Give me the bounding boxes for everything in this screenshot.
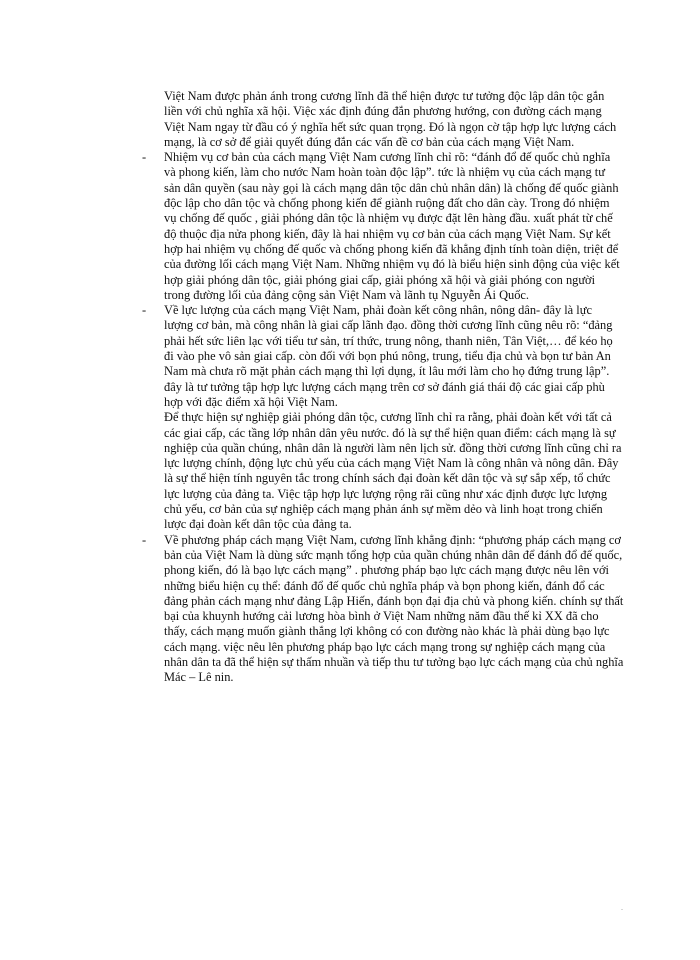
bullet-item-forces: [142, 303, 624, 532]
bullet-text-methods: Về phương pháp cách mạng Việt Nam, cương lĩnh khẳng định: “phương pháp cách mạng cơ bản của Việt Nam là dùng sức mạnh tổng hợp của quần chúng nhân dân để đánh đổ đế quốc, phong kiến, đó là bạo lực cách mạng” . phương pháp bạo lực cách mạng được nêu lên với những biểu hiện cụ thể: đánh đổ đế quốc chủ nghĩa pháp và bọn phong kiến, đánh đổ các đảng phản cách mạng như đảng Lập Hiến, đánh bọn đại địa chủ và phong kiến. chính sự thất bại của khuynh hướng cải lương hòa bình ở Việt Nam những năm đầu thế kỉ XX đã cho thấy, cách mạng muốn giành thắng lợi không có con đường nào khác là phải dùng bạo lực cách mạng. việc nêu lên phương pháp bạo lực cách mạng trong sự nghiệp cách mạng của nhân dân ta đã thể hiện sự thấm nhuần và tiếp thu tư tưởng bạo lực cách mạng của chủ nghĩa Mác – Lê nin.: [164, 532, 624, 685]
bullet-text-tasks: Nhiệm vụ cơ bản của cách mạng Việt Nam cương lĩnh chỉ rõ: “đánh đổ đế quốc chủ nghĩa và phong kiến, làm cho nước Nam hoàn toàn độc lập”. tức là nhiệm vụ của cách mạng tư sản dân quyền (sau này gọi là cách mạng dân tộc dân chủ nhân dân) là chống đế quốc giành độc lập cho dân tộc và chống phong kiến để giành ruộng đất cho dân cày. Trong đó nhiệm vụ chống đế quốc , giải phóng dân tộc là nhiệm vụ được đặt lên hàng đầu. xuất phát từ chế độ thuộc địa nửa phong kiến, đây là hai nhiệm vụ cơ bản của cách mạng Việt Nam. Sự kết hợp hai nhiệm vụ chống đế quốc và chống phong kiến đã khẳng định tính toàn diện, triệt để của đường lối cách mạng Việt Nam. Những nhiệm vụ đó là biểu hiện sinh động của việc kết hợp giải phóng dân tộc, giải phóng giai cấp, giải phóng xã hội và giải phóng con người trong đường lối của đảng cộng sản Việt Nam và lãnh tụ Nguyễn Ái Quốc.: [164, 150, 620, 302]
page-mark: .: [621, 903, 623, 912]
document-body: [142, 89, 624, 686]
bullet-marker: -: [142, 303, 147, 318]
bullet-text-forces: Về lực lượng của cách mạng Việt Nam, phải đoàn kết công nhân, nông dân- đây là lực lượng cơ bản, mà công nhân là giai cấp lãnh đạo. đồng thời cương lĩnh cũng nêu rõ: “đảng phải hết sức liên lạc với tiểu tư sản, trí thức, trung nông, thanh niên, Tân Việt,… để kéo họ đi vào phe vô sản giai cấp. còn đối với bọn phú nông, trung, tiểu địa chủ và bọn tư bản An Nam mà chưa rõ mặt phản cách mạng thì lợi dụng, ít lâu mới làm cho họ đứng trung lập”. đây là tư tưởng tập hợp lực lượng cách mạng trên cơ sở đánh giá thái độ các giai cấp phù hợp với đặc điểm xã hội Việt Nam.: [164, 303, 613, 409]
bullet-item-methods: [142, 532, 624, 686]
bullet-continuation-forces: Để thực hiện sự nghiệp giải phóng dân tộc, cương lĩnh chỉ ra rằng, phải đoàn kết với tất cả các giai cấp, các tầng lớp nhân dân yêu nước. đó là sự thể hiện quan điểm: cách mạng là sự nghiệp của quần chúng, nhân dân là người làm nên lịch sử. đồng thời cương lĩnh cũng chỉ ra lực lượng chính, động lực chủ yếu của cách mạng Việt Nam là công nhân và nông dân. Đây là sự thể hiện tính nguyên tắc trong chính sách đại đoàn kết dân tộc và sự sắp xếp, tổ chức lực lượng của đảng ta. Việc tập hợp lực lượng rộng rãi cũng như xác định được lực lượng chủ yếu, cơ bản của sự nghiệp cách mạng phản ánh sự mềm dẻo và linh hoạt trong chiến lược đại đoàn kết dân tộc của đảng ta.: [164, 410, 622, 532]
bullet-item-tasks: [142, 150, 624, 303]
intro-paragraph: Việt Nam được phản ánh trong cương lĩnh đã thể hiện được tư tưởng độc lập dân tộc gắn liền với chủ nghĩa xã hội. Việc xác định đúng đắn phương hướng, con đường cách mạng Việt Nam ngay từ đầu có ý nghĩa hết sức quan trọng. Đó là ngọn cờ tập hợp lực lượng cách mạng, là cơ sở để giải quyết đúng đắn các vấn đề cơ bản của cách mạng Việt Nam.: [164, 89, 617, 149]
bullet-marker: -: [142, 150, 147, 165]
bullet-marker: -: [142, 532, 147, 547]
